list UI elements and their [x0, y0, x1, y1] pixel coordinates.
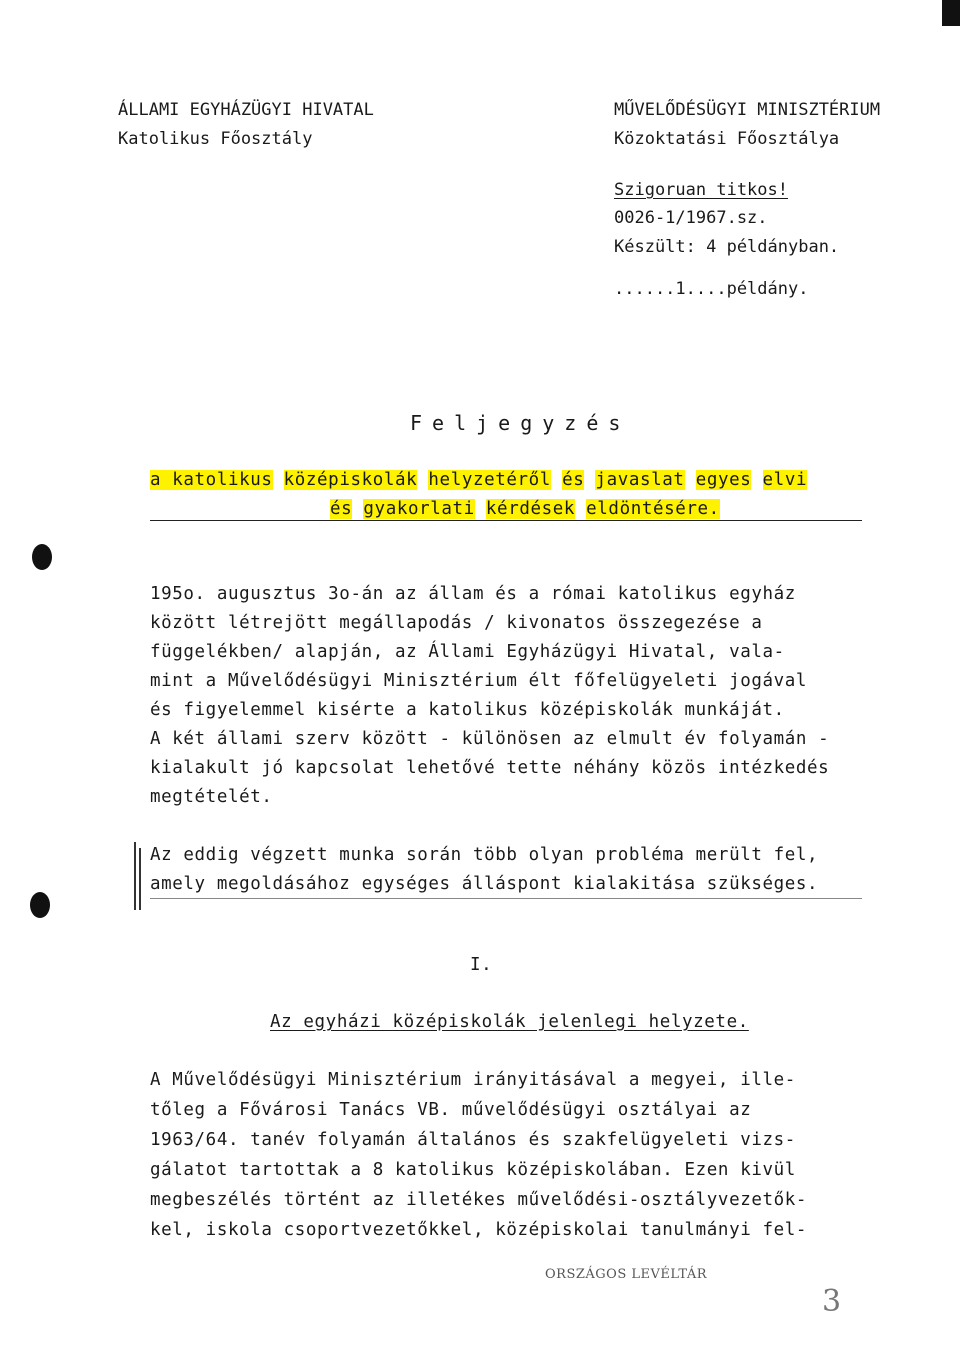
reference-number: 0026-1/1967.sz. [614, 208, 768, 228]
subtitle-line-2 [330, 499, 720, 519]
subtitle-part: és [562, 470, 585, 490]
document-title: Feljegyzés [410, 411, 631, 435]
issuer-left-line1: ÁLLAMI EGYHÁZÜGYI HIVATAL [118, 100, 374, 120]
section-number: I. [470, 955, 493, 975]
subtitle-part: kérdések [485, 499, 576, 519]
subtitle-part: eldöntésére. [586, 499, 720, 519]
para1-line: mint a Művelődésügyi Minisztérium élt főfelügyeleti jogával [150, 671, 808, 691]
subtitle-part: gyakorlati [363, 499, 475, 519]
archive-stamp: ORSZÁGOS LEVÉLTÁR [545, 1267, 708, 1282]
issuer-right-line1: MŰVELŐDÉSÜGYI MINISZTÉRIUM [614, 100, 881, 120]
subtitle-part: egyes [695, 470, 752, 490]
para1-line: kialakult jó kapcsolat lehetővé tette néhány közös intézkedés [150, 758, 830, 778]
classification-label: Szigoruan titkos! [614, 180, 788, 200]
subtitle-part: javaslat [595, 470, 685, 490]
para1-line: megtételét. [150, 787, 273, 807]
para2-line: Az eddig végzett munka során több olyan probléma merült fel, [150, 845, 819, 865]
para2-line: amely megoldásához egységes álláspont kialakitása szükséges. [150, 874, 819, 894]
para1-line: és figyelemmel kisérte a katolikus középiskolák munkáját. [150, 700, 785, 720]
subtitle-part: középiskolák [283, 470, 418, 490]
para3-line: kel, iskola csoportvezetőkkel, középiskolai tanulmányi fel- [150, 1220, 808, 1240]
issuer-left-line2: Katolikus Főosztály [118, 129, 313, 149]
subtitle-line-1 [150, 470, 807, 490]
para3-line: 1963/64. tanév folyamán általános és szakfelügyeleti vizs- [150, 1130, 796, 1150]
para1-line: 195o. augusztus 3o-án az állam és a római katolikus egyház [150, 584, 796, 604]
copy-number: ......1....példány. [614, 279, 809, 299]
para2-underline [150, 898, 862, 899]
margin-mark [134, 842, 136, 910]
subtitle-part: a katolikus [150, 470, 273, 490]
para1-line: függelékben/ alapján, az Állami Egyházügyi Hivatal, vala- [150, 642, 785, 662]
para3-line: A Művelődésügyi Minisztérium irányitásával a megyei, ille- [150, 1070, 796, 1090]
issuer-right-line2: Közoktatási Főosztálya [614, 129, 840, 149]
para3-line: tőleg a Fővárosi Tanács VB. művelődésügyi osztályai az [150, 1100, 752, 1120]
page-mark: 3 [822, 1284, 842, 1319]
subtitle-part: helyzetéről [428, 470, 551, 490]
section-title: Az egyházi középiskolák jelenlegi helyzete. [270, 1012, 749, 1032]
copies-made: Készült: 4 példányban. [614, 237, 840, 257]
para3-line: gálatot tartottak a 8 katolikus középiskolában. Ezen kivül [150, 1160, 796, 1180]
para1-line: között létrejött megállapodás / kivonatos összegezése a [150, 613, 763, 633]
margin-mark [139, 848, 141, 910]
punch-hole-top [32, 544, 52, 570]
para3-line: megbeszélés történt az illetékes művelődési-osztályvezetők- [150, 1190, 808, 1210]
subtitle-part: elvi [762, 470, 808, 490]
scan-corner-mark [942, 0, 960, 26]
subtitle-underline [150, 520, 862, 521]
para1-line: A két állami szerv között - különösen az elmult év folyamán - [150, 729, 830, 749]
punch-hole-bottom [30, 892, 50, 918]
subtitle-part: és [330, 499, 353, 519]
